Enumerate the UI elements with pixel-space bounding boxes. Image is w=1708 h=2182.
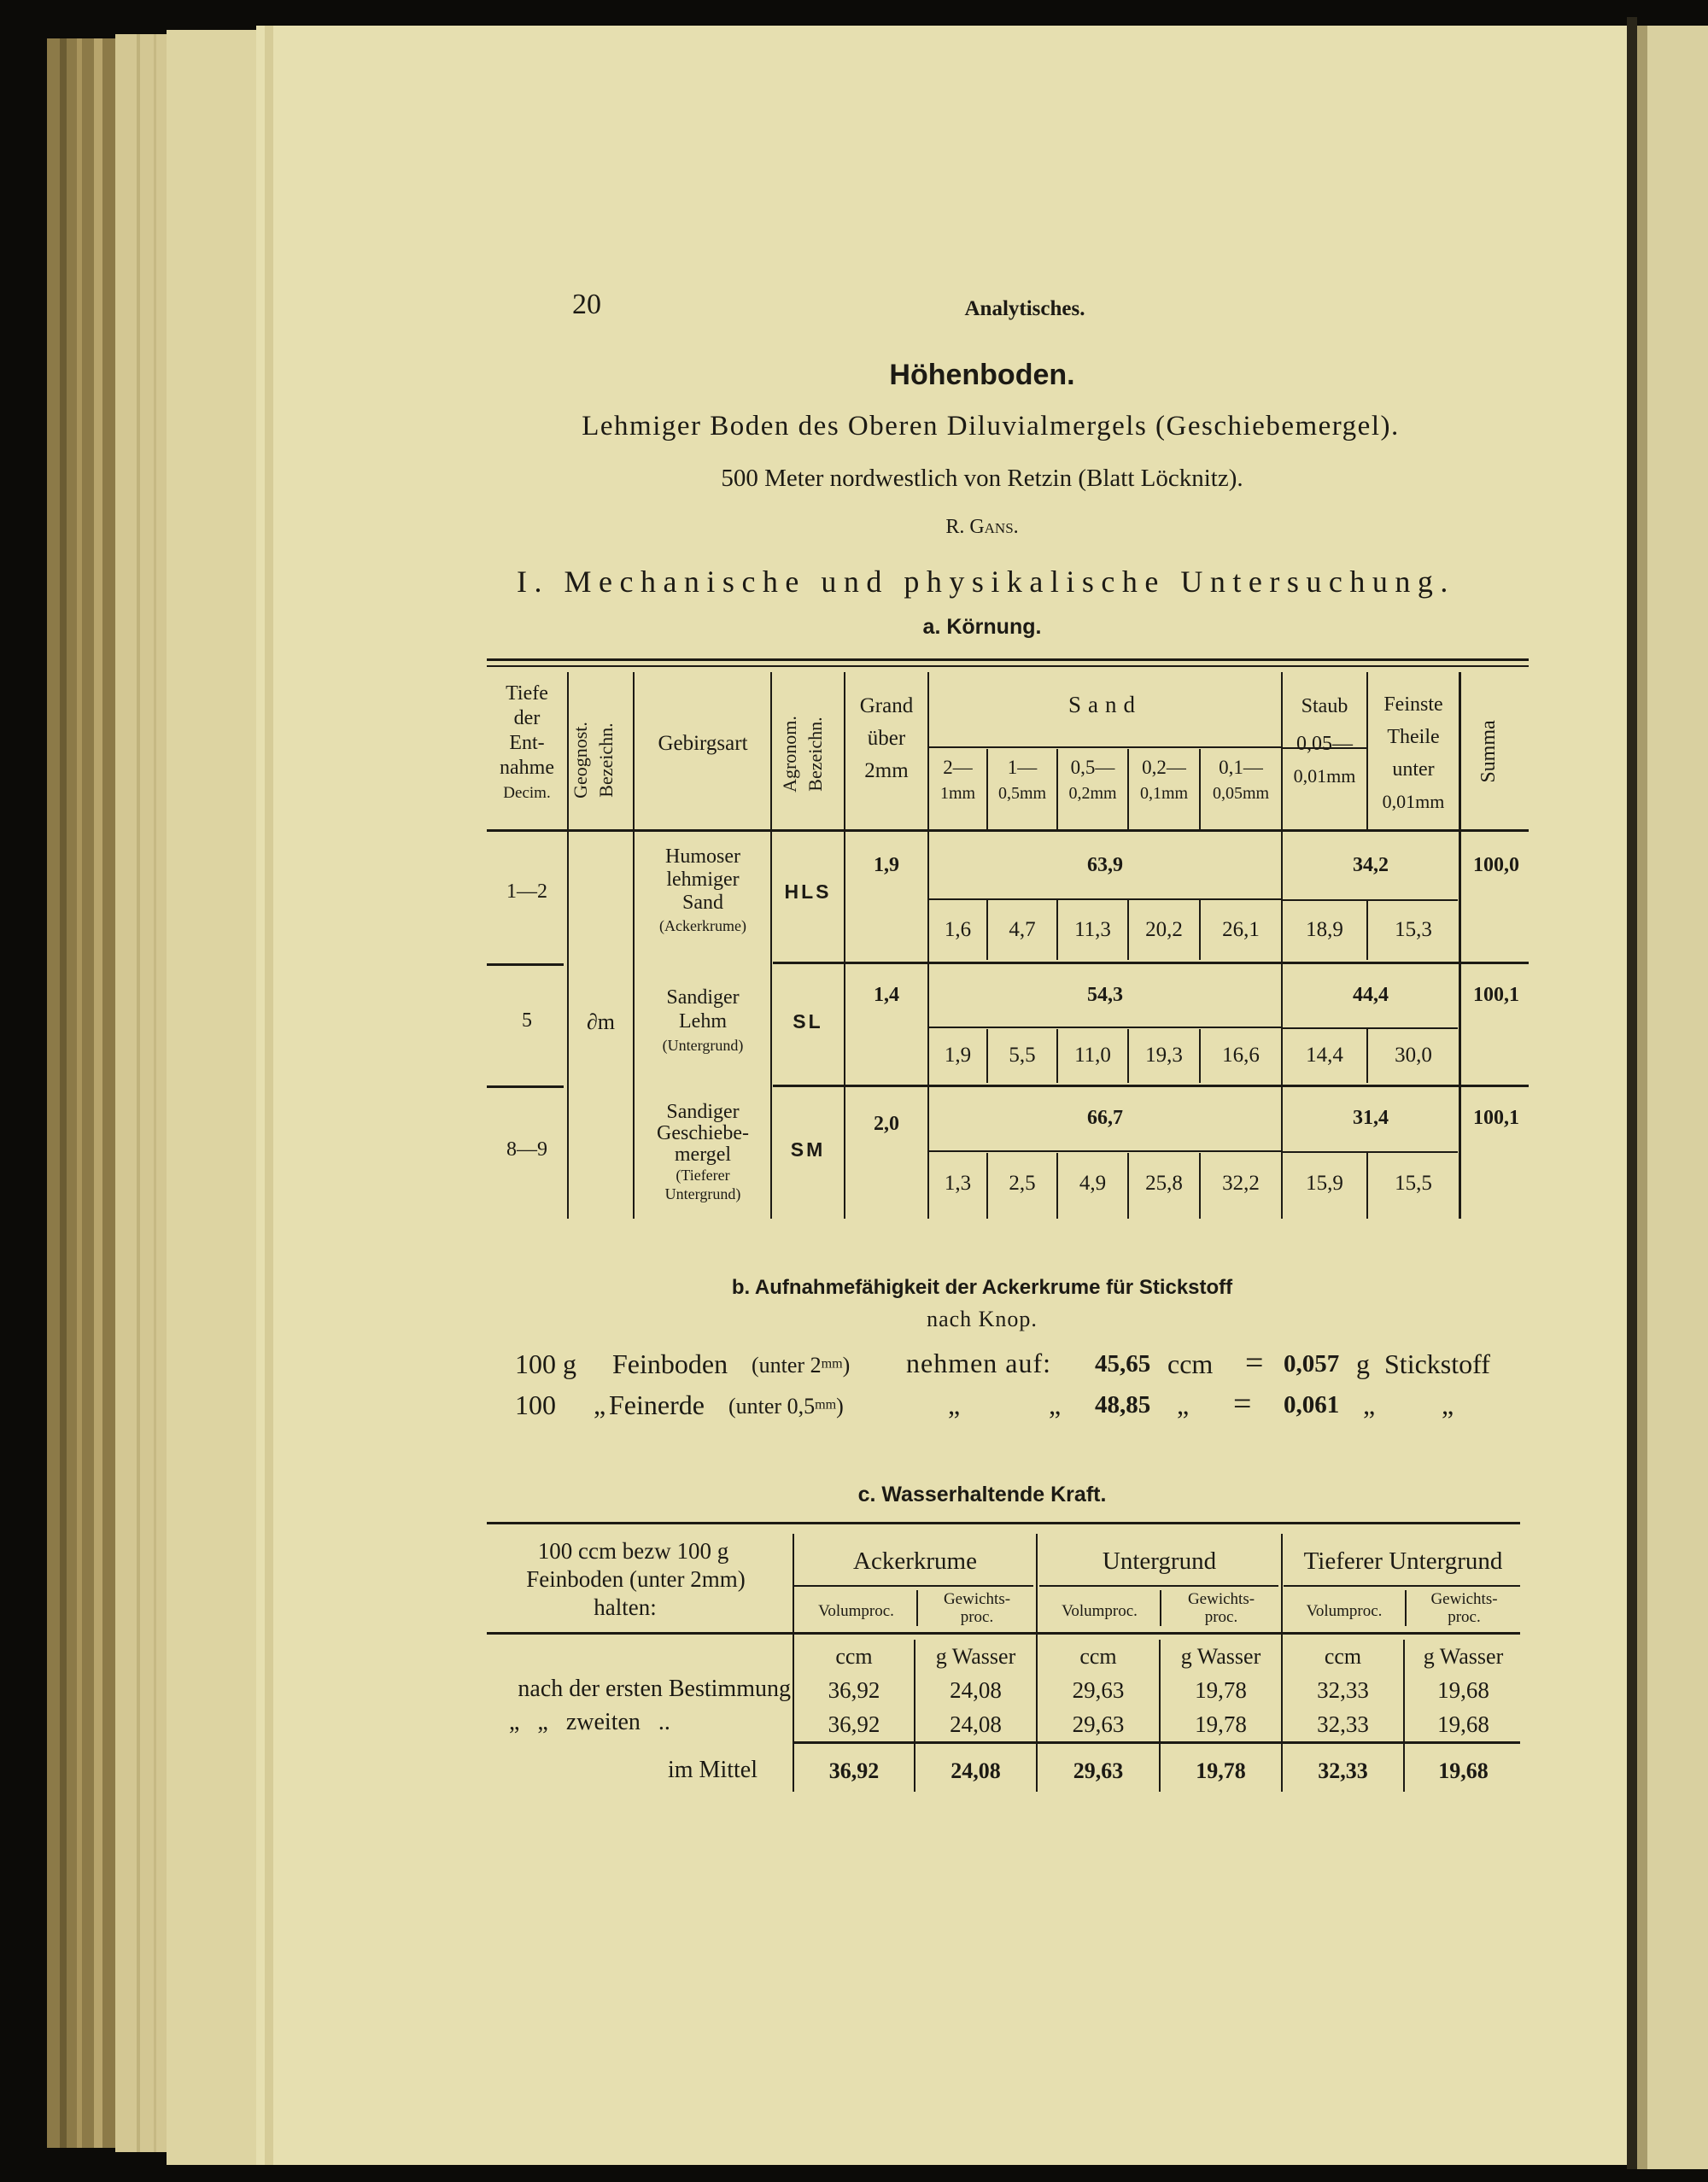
value-cell: 36,92 (828, 1758, 880, 1783)
line1-unter-sup: mm (821, 1356, 843, 1372)
rule (794, 1585, 1033, 1587)
row-fine-total: 34,2 (1353, 854, 1389, 876)
header-tiefe-4: nahme (500, 757, 554, 779)
rule (487, 658, 1529, 661)
line1-equals: = (1245, 1345, 1264, 1381)
unit-g-wasser: g Wasser (1180, 1644, 1261, 1669)
aufnahme-subheading: nach Knop. (927, 1307, 1038, 1331)
value-cell: 19,78 (1195, 1711, 1247, 1737)
sand-cell: 11,0 (1074, 1044, 1111, 1067)
line2-ditto: „ (1177, 1389, 1190, 1420)
rule (773, 962, 1529, 964)
value-cell: 29,63 (1072, 1711, 1125, 1737)
line1-amount: 100 g (515, 1348, 576, 1379)
staub-cell: 14,4 (1306, 1044, 1343, 1067)
header-feinste-2: Theile (1387, 726, 1440, 748)
value-cell: 24,08 (951, 1758, 1001, 1783)
row-label: nach der ersten Bestimmung (518, 1676, 791, 1702)
wasser-corner (488, 1537, 792, 1622)
group-untergrund: Untergrund (1102, 1547, 1217, 1575)
header-geognost (568, 700, 628, 820)
rule (770, 672, 772, 1219)
sand-sub-b: 1mm (939, 784, 976, 803)
line1-unter (752, 1353, 850, 1378)
line2-ditto: „ (1049, 1389, 1062, 1420)
line2-ditto: „ (594, 1389, 606, 1420)
sand-sub-a: 0,5— (1070, 757, 1115, 778)
sand-sub-b: 0,1mm (1139, 784, 1189, 803)
unit-g-wasser: g Wasser (935, 1644, 1016, 1669)
header-gebirgsart: Gebirgsart (658, 732, 748, 755)
sand-cell: 26,1 (1222, 918, 1260, 941)
corner-line: 100 ccm bezw 100 g (537, 1538, 729, 1564)
row-label: im Mittel (668, 1757, 757, 1783)
row-tiefe: 8—9 (506, 1138, 547, 1161)
value-cell: 19,78 (1195, 1677, 1247, 1703)
header-geognost-2: Bezeichn. (595, 722, 617, 798)
sand-sub-a: 0,1— (1219, 757, 1263, 778)
header-staub (1283, 692, 1366, 791)
header-sand: Sand (1068, 692, 1142, 717)
corner-line: halten: (594, 1594, 657, 1620)
row-summa: 100,1 (1473, 1107, 1519, 1129)
line1-g-value: 0,057 (1284, 1350, 1340, 1378)
header-tiefe-3: Ent- (509, 732, 545, 754)
row-agronom: HLS (784, 880, 832, 903)
rule (633, 672, 635, 1219)
corner-line: Feinboden (unter 2mm) (526, 1566, 746, 1592)
value-cell: 24,08 (950, 1711, 1002, 1737)
gebirgsart-line: (Tieferer (676, 1167, 730, 1184)
unit-ccm: ccm (1079, 1644, 1117, 1669)
value-cell: 29,63 (1072, 1677, 1125, 1703)
line2-equals: = (1233, 1386, 1252, 1422)
line1-verb: nehmen auf: (906, 1348, 1052, 1378)
rule (927, 672, 929, 1219)
wasser-heading: c. Wasserhaltende Kraft. (857, 1483, 1107, 1506)
row-summa: 100,0 (1473, 854, 1519, 876)
sand-sub-b: 0,2mm (1068, 784, 1117, 803)
line2-unter-sup: mm (815, 1397, 837, 1413)
sub-volumproc: Volumproc. (1062, 1602, 1138, 1620)
gebirgsart-line: Sandiger (666, 986, 740, 1009)
sand-sub-a: 2— (943, 757, 973, 778)
rule (487, 1522, 1520, 1524)
sand-sub-col (988, 755, 1056, 806)
line1-substance: Stickstoff (1384, 1348, 1490, 1379)
value-cell: 32,33 (1318, 1758, 1368, 1783)
sand-sub-col (929, 755, 986, 806)
line2-unter-text: (unter 0,5 (728, 1394, 816, 1419)
sub-gewichts-2: proc. (1204, 1608, 1238, 1626)
header-agronom-2: Bezeichn. (804, 717, 826, 792)
row-sand-total: 54,3 (1087, 984, 1123, 1006)
rule (794, 1741, 1520, 1744)
staub-cell: 15,9 (1306, 1172, 1343, 1195)
line2-unter (728, 1394, 844, 1419)
aufnahme-heading: b. Aufnahmefähigkeit der Ackerkrume für Stickstoff (731, 1276, 1233, 1299)
line1-unter-text: (unter 2 (752, 1353, 822, 1378)
row-tiefe: 5 (522, 1009, 532, 1032)
group-ackerkrume: Ackerkrume (853, 1547, 977, 1575)
rule (1284, 1585, 1520, 1587)
header-staub-3: 0,01mm (1293, 765, 1356, 787)
sand-cell: 16,6 (1222, 1044, 1260, 1067)
sand-sub-b: 0,05mm (1212, 784, 1270, 803)
rule (487, 963, 564, 966)
sand-cell: 25,8 (1145, 1172, 1183, 1195)
sub-volumproc: Volumproc. (1306, 1602, 1383, 1620)
location: 500 Meter nordwestlich von Retzin (Blatt Löcknitz). (721, 465, 1243, 492)
sub-gewichtsproc (1161, 1590, 1281, 1626)
line2-amount: 100 (515, 1389, 556, 1420)
value-cell: 24,08 (950, 1677, 1002, 1703)
gebirgsart-line: (Ackerkrume) (659, 917, 746, 934)
page-title: Höhenboden. (889, 359, 1075, 391)
row-grand: 1,4 (874, 984, 899, 1006)
gebirgsart-line: (Untergrund) (662, 1037, 744, 1054)
feinste-cell: 30,0 (1395, 1044, 1432, 1067)
row-summa: 100,1 (1473, 984, 1519, 1006)
rule (1283, 1151, 1458, 1153)
header-geognost-1: Geognost. (570, 722, 591, 799)
row-grand: 2,0 (874, 1113, 899, 1135)
sand-sub-a: 1— (1007, 757, 1038, 778)
gebirgsart-line: Geschiebe- (657, 1122, 749, 1144)
row-label: „ „ zweiten .. (509, 1709, 670, 1735)
unit-ccm: ccm (1324, 1644, 1362, 1669)
sand-cell: 4,9 (1079, 1172, 1107, 1195)
row-fine-total: 31,4 (1353, 1107, 1389, 1129)
rule (1459, 672, 1461, 1219)
header-feinste-1: Feinste (1383, 693, 1443, 716)
header-agronom-1: Agronom. (779, 716, 800, 793)
row-gebirgsart (636, 845, 769, 938)
header-feinste-3: unter (1392, 758, 1435, 781)
header-grand-3-text: 2mm (864, 759, 909, 782)
feinste-cell: 15,5 (1395, 1172, 1432, 1195)
row-gebirgsart (636, 1102, 769, 1203)
gebirgsart-line: mergel (674, 1144, 732, 1166)
subtitle: Lehmiger Boden des Oberen Diluvialmergels (Geschiebemergel). (582, 411, 1400, 442)
header-staub-2: 0,05— (1296, 733, 1353, 755)
rule (1039, 1585, 1278, 1587)
sub-gewichts-1: Gewichts- (943, 1590, 1011, 1608)
sand-cell: 1,3 (944, 1172, 972, 1195)
row-tiefe: 1—2 (506, 880, 547, 903)
sand-sub-col (1129, 755, 1199, 806)
sand-cell: 20,2 (1145, 918, 1183, 941)
gebirgsart-line: Sandiger (666, 1101, 740, 1123)
value-cell: 19,68 (1438, 1758, 1489, 1783)
sand-cell: 19,3 (1145, 1044, 1183, 1067)
header-tiefe-2: der (513, 707, 541, 729)
header-grand-1: Grand (859, 694, 914, 717)
rule (929, 746, 1281, 748)
row-fine-total: 44,4 (1353, 984, 1389, 1006)
running-head: Analytisches. (964, 297, 1085, 320)
line2-ditto: „ (948, 1389, 961, 1420)
sand-cell: 5,5 (1009, 1044, 1036, 1067)
line1-g-unit: g (1356, 1348, 1370, 1379)
row-agronom: SL (793, 1010, 823, 1033)
value-cell: 36,92 (828, 1711, 880, 1737)
rule (487, 1085, 564, 1088)
header-feinste (1368, 688, 1459, 818)
rule (487, 665, 1529, 667)
value-cell: 19,68 (1437, 1677, 1489, 1703)
gebirgsart-line: Sand (682, 892, 723, 914)
line2-ccm-value: 48,85 (1095, 1391, 1151, 1419)
unit-g-wasser: g Wasser (1423, 1644, 1504, 1669)
sand-sub-b: 0,5mm (997, 784, 1047, 803)
row-grand: 1,9 (874, 854, 899, 876)
rule (1283, 899, 1458, 901)
header-tiefe (488, 682, 565, 805)
sand-cell: 11,3 (1074, 918, 1111, 941)
header-agronom (777, 690, 837, 818)
row-sand-total: 63,9 (1087, 854, 1123, 876)
sand-cell: 1,6 (944, 918, 972, 941)
rule (773, 1085, 1529, 1087)
rule (929, 1027, 1281, 1028)
line2-g-value: 0,061 (1284, 1391, 1340, 1419)
geognost-value: ∂m (586, 1009, 616, 1034)
value-cell: 19,68 (1437, 1711, 1489, 1737)
line1-ccm-unit: ccm (1167, 1348, 1214, 1379)
header-grand (845, 692, 927, 786)
sand-sub-col (1201, 755, 1281, 806)
sand-sub-col (1058, 755, 1127, 806)
sand-cell: 1,9 (944, 1044, 972, 1067)
row-gebirgsart (636, 986, 769, 1057)
page-number: 20 (572, 289, 601, 320)
sub-gewichts-1: Gewichts- (1187, 1590, 1255, 1608)
value-cell: 32,33 (1317, 1677, 1369, 1703)
gebirgsart-line: lehmiger (666, 869, 740, 891)
value-cell: 32,33 (1317, 1711, 1369, 1737)
sub-gewichts-2: proc. (1448, 1608, 1481, 1626)
row-sand-total: 66,7 (1087, 1107, 1123, 1129)
gebirgsart-line: Lehm (679, 1010, 727, 1033)
rule (929, 1150, 1281, 1152)
group-tieferer-untergrund: Tieferer Untergrund (1303, 1547, 1503, 1575)
sub-gewichtsproc (918, 1590, 1036, 1626)
rule (929, 898, 1281, 900)
staub-cell: 18,9 (1306, 918, 1343, 941)
header-tiefe-1: Tiefe (506, 682, 548, 705)
line2-ditto: „ (1363, 1389, 1376, 1420)
header-staub-1: Staub (1301, 695, 1348, 717)
gebirgsart-line: Humoser (665, 845, 740, 868)
gebirgsart-line: Untergrund) (664, 1185, 741, 1202)
header-tiefe-5: Decim. (503, 784, 551, 802)
rule (487, 829, 1529, 832)
value-cell: 29,63 (1073, 1758, 1124, 1783)
rule (1283, 1027, 1458, 1029)
author: R. Gans. (945, 516, 1019, 538)
sub-gewichts-1: Gewichts- (1430, 1590, 1498, 1608)
unit-ccm: ccm (835, 1644, 873, 1669)
sub-gewichts-2: proc. (960, 1608, 994, 1626)
header-grand-3 (845, 757, 927, 786)
header-grand-2: über (867, 727, 906, 750)
rule (487, 1632, 1520, 1635)
line1-ccm-value: 45,65 (1095, 1350, 1151, 1378)
sand-sub-a: 0,2— (1142, 757, 1186, 778)
header-summa: Summa (1477, 720, 1500, 783)
koernung-heading: a. Körnung. (922, 615, 1042, 639)
sand-cell: 32,2 (1222, 1172, 1260, 1195)
sand-cell: 4,7 (1009, 918, 1036, 941)
section-title: I. Mechanische und physikalische Untersuchung. (517, 565, 1455, 599)
header-feinste-4: 0,01mm (1382, 791, 1445, 812)
value-cell: 19,78 (1196, 1758, 1246, 1783)
sub-gewichtsproc (1407, 1590, 1522, 1626)
line1-unter-close: ) (842, 1353, 851, 1378)
sub-volumproc: Volumproc. (818, 1602, 894, 1620)
sand-cell: 2,5 (1009, 1172, 1036, 1195)
row-agronom: SM (790, 1138, 826, 1161)
line2-unter-close: ) (836, 1394, 844, 1419)
line2-ditto: „ (1442, 1389, 1454, 1420)
value-cell: 36,92 (828, 1677, 880, 1703)
feinste-cell: 15,3 (1395, 918, 1432, 941)
line2-material: Feinerde (609, 1389, 705, 1420)
line1-material: Feinboden (612, 1348, 728, 1379)
